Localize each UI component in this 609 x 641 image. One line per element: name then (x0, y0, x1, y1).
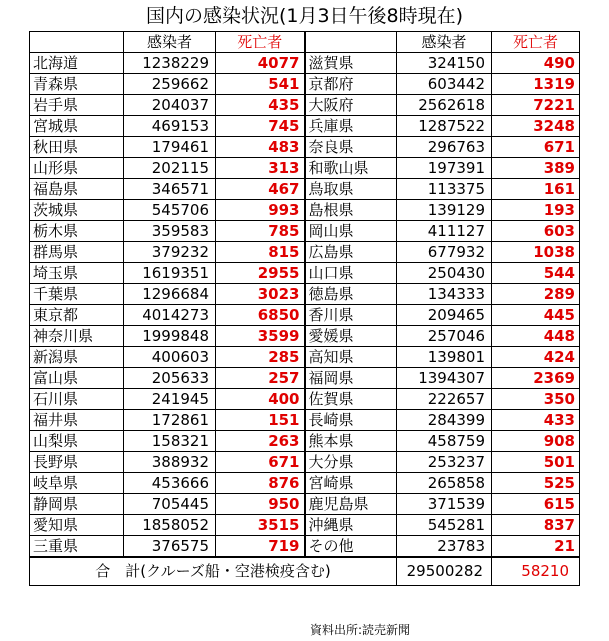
cases-value: 1999848 (124, 326, 216, 347)
deaths-value: 490 (492, 53, 580, 74)
table-row (30, 74, 580, 95)
cases-value: 205633 (124, 368, 216, 389)
cases-value: 545706 (124, 200, 216, 221)
deaths-value: 389 (492, 158, 580, 179)
table-row (30, 263, 580, 284)
prefecture-name: 新潟県 (30, 347, 124, 368)
cases-value: 253237 (397, 452, 492, 473)
deaths-value: 433 (492, 410, 580, 431)
cases-value: 705445 (124, 494, 216, 515)
prefecture-name: 秋田県 (30, 137, 124, 158)
cases-value: 139801 (397, 347, 492, 368)
deaths-value: 289 (492, 284, 580, 305)
deaths-value: 21 (492, 536, 580, 558)
prefecture-name: 千葉県 (30, 284, 124, 305)
table-row (30, 137, 580, 158)
table-row (30, 242, 580, 263)
prefecture-name: 香川県 (305, 305, 397, 326)
cases-value: 2562618 (397, 95, 492, 116)
cases-value: 1858052 (124, 515, 216, 536)
table-row (30, 179, 580, 200)
cases-value: 113375 (397, 179, 492, 200)
prefecture-name: 奈良県 (305, 137, 397, 158)
prefecture-name: 埼玉県 (30, 263, 124, 284)
cases-value: 158321 (124, 431, 216, 452)
cases-value: 179461 (124, 137, 216, 158)
deaths-value: 785 (216, 221, 305, 242)
deaths-value: 3599 (216, 326, 305, 347)
deaths-value: 445 (492, 305, 580, 326)
cases-value: 1296684 (124, 284, 216, 305)
cases-value: 204037 (124, 95, 216, 116)
prefecture-name: 石川県 (30, 389, 124, 410)
cases-value: 359583 (124, 221, 216, 242)
table-row (30, 347, 580, 368)
table-row (30, 452, 580, 473)
deaths-value: 350 (492, 389, 580, 410)
deaths-value: 525 (492, 473, 580, 494)
prefecture-name: 福島県 (30, 179, 124, 200)
prefecture-name: 鳥取県 (305, 179, 397, 200)
deaths-value: 400 (216, 389, 305, 410)
deaths-value: 603 (492, 221, 580, 242)
total-cases-value: 29500282 (397, 557, 492, 586)
source-note: 資料出所:読売新聞 (310, 623, 411, 637)
prefecture-name: 愛媛県 (305, 326, 397, 347)
header-empty-right (305, 32, 397, 53)
table-row (30, 536, 580, 558)
cases-value: 259662 (124, 74, 216, 95)
cases-value: 376575 (124, 536, 216, 558)
deaths-value: 4077 (216, 53, 305, 74)
deaths-value: 2369 (492, 368, 580, 389)
cases-value: 400603 (124, 347, 216, 368)
table-row (30, 305, 580, 326)
prefecture-name: 徳島県 (305, 284, 397, 305)
deaths-value: 501 (492, 452, 580, 473)
deaths-value: 993 (216, 200, 305, 221)
prefecture-name: 栃木県 (30, 221, 124, 242)
prefecture-name: 長野県 (30, 452, 124, 473)
deaths-value: 193 (492, 200, 580, 221)
cases-value: 379232 (124, 242, 216, 263)
deaths-value: 6850 (216, 305, 305, 326)
deaths-value: 1319 (492, 74, 580, 95)
cases-value: 388932 (124, 452, 216, 473)
cases-value: 1287522 (397, 116, 492, 137)
table-row (30, 494, 580, 515)
deaths-value: 671 (216, 452, 305, 473)
cases-value: 134333 (397, 284, 492, 305)
covid-cases-table (29, 31, 580, 586)
cases-value: 1238229 (124, 53, 216, 74)
total-label: 合 計(クルーズ船・空港検疫含む) (30, 557, 397, 586)
deaths-value: 719 (216, 536, 305, 558)
deaths-value: 1038 (492, 242, 580, 263)
prefecture-name: 福岡県 (305, 368, 397, 389)
table-row (30, 95, 580, 116)
cases-value: 371539 (397, 494, 492, 515)
cases-value: 209465 (397, 305, 492, 326)
cases-value: 296763 (397, 137, 492, 158)
header-deaths-right: 死亡者 (492, 32, 580, 53)
table-row (30, 431, 580, 452)
table-row (30, 284, 580, 305)
prefecture-name: 宮崎県 (305, 473, 397, 494)
deaths-value: 908 (492, 431, 580, 452)
deaths-value: 161 (492, 179, 580, 200)
deaths-value: 3023 (216, 284, 305, 305)
prefecture-name: 和歌山県 (305, 158, 397, 179)
cases-value: 4014273 (124, 305, 216, 326)
prefecture-name: 群馬県 (30, 242, 124, 263)
total-deaths-value: 58210 (492, 557, 580, 586)
cases-value: 1619351 (124, 263, 216, 284)
prefecture-name: 三重県 (30, 536, 124, 558)
prefecture-name: 沖縄県 (305, 515, 397, 536)
header-row (30, 32, 580, 53)
cases-value: 458759 (397, 431, 492, 452)
prefecture-name: 鹿児島県 (305, 494, 397, 515)
total-row (30, 557, 580, 586)
header-cases-left: 感染者 (124, 32, 216, 53)
deaths-value: 544 (492, 263, 580, 284)
table-row (30, 221, 580, 242)
prefecture-name: 青森県 (30, 74, 124, 95)
table-row (30, 515, 580, 536)
deaths-value: 876 (216, 473, 305, 494)
deaths-value: 424 (492, 347, 580, 368)
prefecture-name: 山梨県 (30, 431, 124, 452)
deaths-value: 671 (492, 137, 580, 158)
header-cases-right: 感染者 (397, 32, 492, 53)
table-row (30, 410, 580, 431)
table-row (30, 116, 580, 137)
prefecture-name: 島根県 (305, 200, 397, 221)
prefecture-name: 愛知県 (30, 515, 124, 536)
prefecture-name: 東京都 (30, 305, 124, 326)
prefecture-name: 長崎県 (305, 410, 397, 431)
prefecture-name: 京都府 (305, 74, 397, 95)
prefecture-name: 熊本県 (305, 431, 397, 452)
table-row (30, 158, 580, 179)
prefecture-name: 岐阜県 (30, 473, 124, 494)
cases-value: 545281 (397, 515, 492, 536)
deaths-value: 285 (216, 347, 305, 368)
cases-value: 603442 (397, 74, 492, 95)
table-row (30, 53, 580, 74)
deaths-value: 483 (216, 137, 305, 158)
header-deaths-left: 死亡者 (216, 32, 305, 53)
deaths-value: 3248 (492, 116, 580, 137)
deaths-value: 541 (216, 74, 305, 95)
deaths-value: 7221 (492, 95, 580, 116)
cases-value: 453666 (124, 473, 216, 494)
cases-value: 411127 (397, 221, 492, 242)
prefecture-name: 静岡県 (30, 494, 124, 515)
cases-value: 677932 (397, 242, 492, 263)
cases-value: 1394307 (397, 368, 492, 389)
deaths-value: 257 (216, 368, 305, 389)
prefecture-name: 山形県 (30, 158, 124, 179)
prefecture-name: 北海道 (30, 53, 124, 74)
cases-value: 172861 (124, 410, 216, 431)
table-row (30, 389, 580, 410)
deaths-value: 837 (492, 515, 580, 536)
prefecture-name: 大阪府 (305, 95, 397, 116)
deaths-value: 263 (216, 431, 305, 452)
deaths-value: 615 (492, 494, 580, 515)
deaths-value: 2955 (216, 263, 305, 284)
prefecture-name: 富山県 (30, 368, 124, 389)
deaths-value: 448 (492, 326, 580, 347)
cases-value: 265858 (397, 473, 492, 494)
prefecture-name: 高知県 (305, 347, 397, 368)
deaths-value: 745 (216, 116, 305, 137)
prefecture-name: 岩手県 (30, 95, 124, 116)
cases-value: 257046 (397, 326, 492, 347)
deaths-value: 815 (216, 242, 305, 263)
cases-value: 284399 (397, 410, 492, 431)
prefecture-name: 岡山県 (305, 221, 397, 242)
table-row (30, 200, 580, 221)
cases-value: 469153 (124, 116, 216, 137)
prefecture-name: 福井県 (30, 410, 124, 431)
cases-value: 139129 (397, 200, 492, 221)
prefecture-name: 兵庫県 (305, 116, 397, 137)
prefecture-name: 広島県 (305, 242, 397, 263)
table-row (30, 326, 580, 347)
prefecture-name: 大分県 (305, 452, 397, 473)
prefecture-name: 滋賀県 (305, 53, 397, 74)
prefecture-name: その他 (305, 536, 397, 558)
prefecture-name: 神奈川県 (30, 326, 124, 347)
deaths-value: 313 (216, 158, 305, 179)
cases-value: 324150 (397, 53, 492, 74)
cases-value: 222657 (397, 389, 492, 410)
cases-value: 346571 (124, 179, 216, 200)
cases-value: 197391 (397, 158, 492, 179)
table-row (30, 368, 580, 389)
page-title: 国内の感染状況(1月3日午後8時現在) (145, 5, 464, 27)
cases-value: 250430 (397, 263, 492, 284)
deaths-value: 435 (216, 95, 305, 116)
deaths-value: 3515 (216, 515, 305, 536)
deaths-value: 151 (216, 410, 305, 431)
prefecture-name: 茨城県 (30, 200, 124, 221)
prefecture-name: 宮城県 (30, 116, 124, 137)
header-empty-left (30, 32, 124, 53)
prefecture-name: 山口県 (305, 263, 397, 284)
cases-value: 202115 (124, 158, 216, 179)
deaths-value: 950 (216, 494, 305, 515)
table-row (30, 473, 580, 494)
prefecture-name: 佐賀県 (305, 389, 397, 410)
cases-value: 23783 (397, 536, 492, 558)
cases-value: 241945 (124, 389, 216, 410)
deaths-value: 467 (216, 179, 305, 200)
